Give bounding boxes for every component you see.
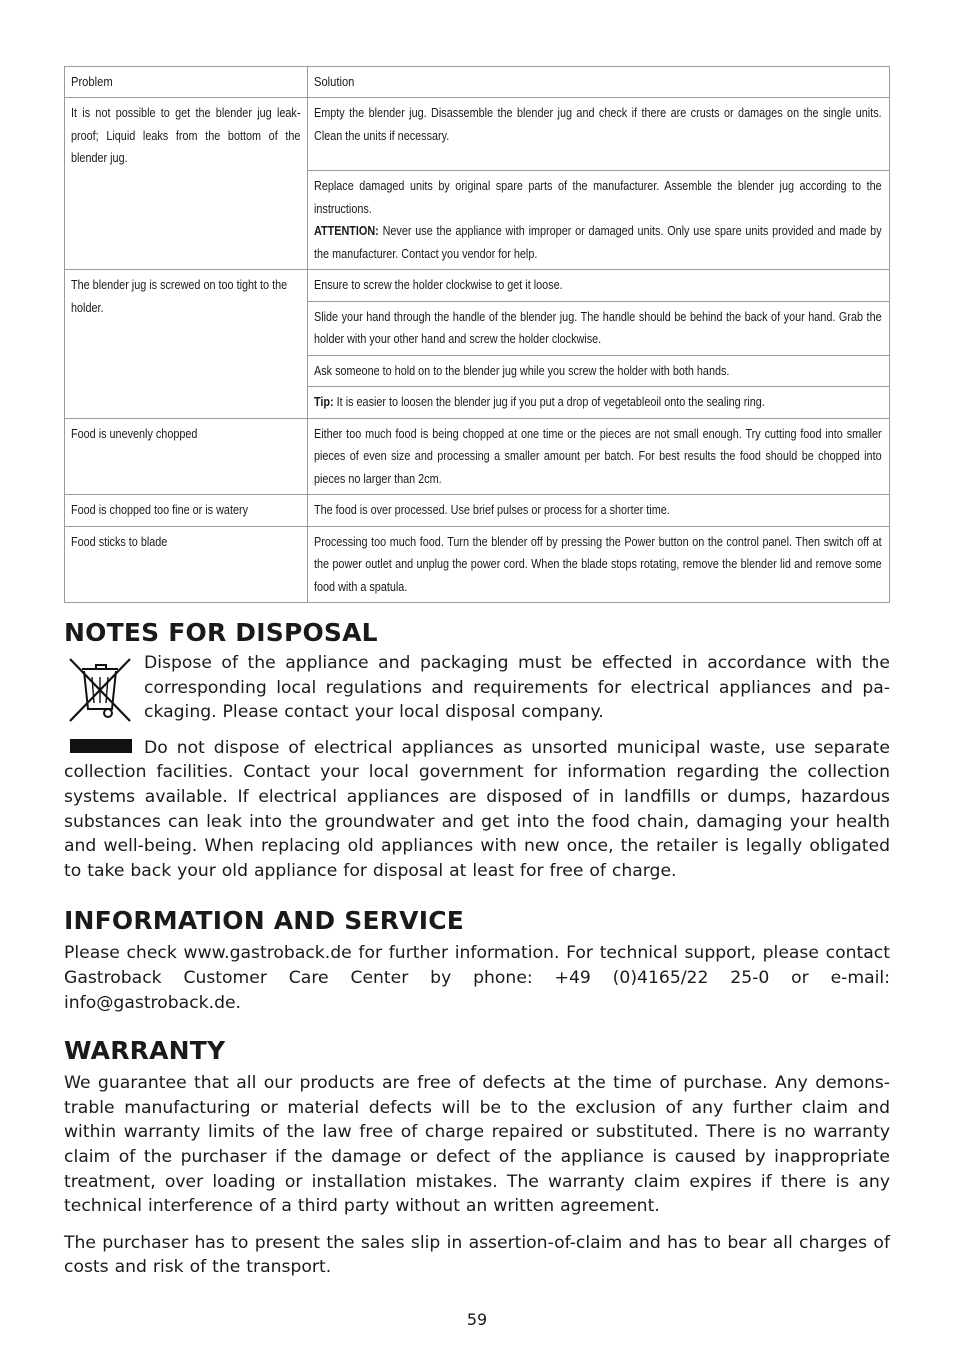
solution-cell: Slide your hand through the handle of the blender jug. The handle should be behind the back of your hand. Grab the holder with your other hand and screw the holder clockwise. bbox=[308, 301, 890, 355]
tip-label: Tip: bbox=[314, 395, 334, 409]
solution-cell: Processing too much food. Turn the blender off by pressing the Power button on the control panel. Then switch off at the power outlet and unplug the power cord. When the blade stops rotating, remove the blender lid and remove some food with a spatula. bbox=[308, 526, 890, 603]
table-row bbox=[65, 270, 890, 302]
disposal-paragraph-2: Do not dispose of electrical appliances as unsorted municipal waste, use separate collection facilities. Contact your local government for information regarding the collection systems available. If electrical appliances are disposed of in landfills or dumps, hazardous substances can leak into the groundwater and get into the food chain, damaging your health and well-being. When replacing old appliances with new once, the retailer is legally obligated to take back your old appliance for disposal at least for free of charge. bbox=[64, 737, 890, 881]
troubleshooting-table bbox=[64, 66, 890, 603]
problem-cell: Food sticks to blade bbox=[65, 526, 308, 603]
solution-cell: Replace damaged units by original spare parts of the manufacturer. Assemble the blender jug according to the instructions. ATTENTION: Never use the appliance with improper or damaged units. Only use spare units provided and made by the manufacturer. Contact you vendor for help. bbox=[308, 171, 890, 270]
solution-cell: Tip: It is easier to loosen the blender jug if you put a drop of vegetableoil onto the sealing ring. bbox=[308, 387, 890, 419]
problem-cell: Food is chopped too fine or is watery bbox=[65, 495, 308, 527]
solution-cell: Ask someone to hold on to the blender jug while you screw the holder with both hands. bbox=[308, 355, 890, 387]
disposal-paragraph-1: Dispose of the appliance and packaging must be effected in accordance with the corresponding local regulations and requirements for electrical appliances and packaging. Please contact your local disposal company. bbox=[144, 653, 890, 723]
solution-cell: The food is over processed. Use brief pulses or process for a shorter time. bbox=[308, 495, 890, 527]
warranty-heading: WARRANTY bbox=[64, 1036, 226, 1066]
info-heading: INFORMATION AND SERVICE bbox=[64, 906, 465, 936]
problem-cell: Food is unevenly chopped bbox=[65, 418, 308, 495]
table-row bbox=[65, 526, 890, 603]
solution-cell: Ensure to screw the holder clockwise to get it loose. bbox=[308, 270, 890, 302]
page-number: 59 bbox=[466, 1310, 488, 1329]
info-paragraph: Please check www.gastroback.de for further information. For technical support, please contact Gastroback Customer Care Center by phone: +49 (0)4165/22 25-0 or e-mail: info@gastroback.de. bbox=[64, 943, 890, 1013]
table-row bbox=[65, 495, 890, 527]
disposal-section-2 bbox=[64, 736, 890, 884]
table-row bbox=[65, 418, 890, 495]
problem-cell: The blender jug is screwed on too tight to the holder. bbox=[65, 270, 308, 419]
table-header-row bbox=[65, 67, 890, 98]
solution-cell: Empty the blender jug. Disassemble the blender jug and check if there are crusts or damages on the single units. Clean the units if necessary. bbox=[308, 98, 890, 171]
crossed-out-wheelie-bin-icon bbox=[66, 655, 134, 725]
warranty-paragraph-2: The purchaser has to present the sales slip in assertion-of-claim and has to bear all charges of costs and risk of the transport. bbox=[64, 1232, 890, 1278]
solution-cell: Either too much food is being chopped at one time or the pieces are not small enough. Try cutting food into smaller pieces of even size and processing a smaller amount per batch. For best results the food should be chopped into pieces no larger than 2cm. bbox=[308, 418, 890, 495]
black-bar-mark bbox=[70, 739, 132, 753]
disposal-section bbox=[64, 651, 890, 725]
column-header-problem: Problem bbox=[65, 67, 308, 98]
table-row bbox=[65, 98, 890, 171]
warranty-paragraph-1: We guarantee that all our products are free of defects at the time of purchase. Any demonstrable manufacturing or material defects will be to the exclusion of any further claim and within warranty limits of the law free of charge repaired or substituted. There is no warranty claim of the purchaser if the damage or defect of the appliance is caused by inappropriate treatment, over loading or installation mistakes. The warranty claim expires if there is any technical interference of a third party without an written agreement. bbox=[64, 1073, 890, 1217]
problem-cell: It is not possible to get the blender jug leak-proof; Liquid leaks from the bottom of the blender jug. bbox=[65, 98, 308, 270]
disposal-heading: NOTES FOR DISPOSAL bbox=[64, 618, 378, 647]
attention-label: ATTENTION: bbox=[314, 224, 379, 238]
column-header-solution: Solution bbox=[308, 67, 890, 98]
page-content bbox=[64, 66, 890, 1280]
